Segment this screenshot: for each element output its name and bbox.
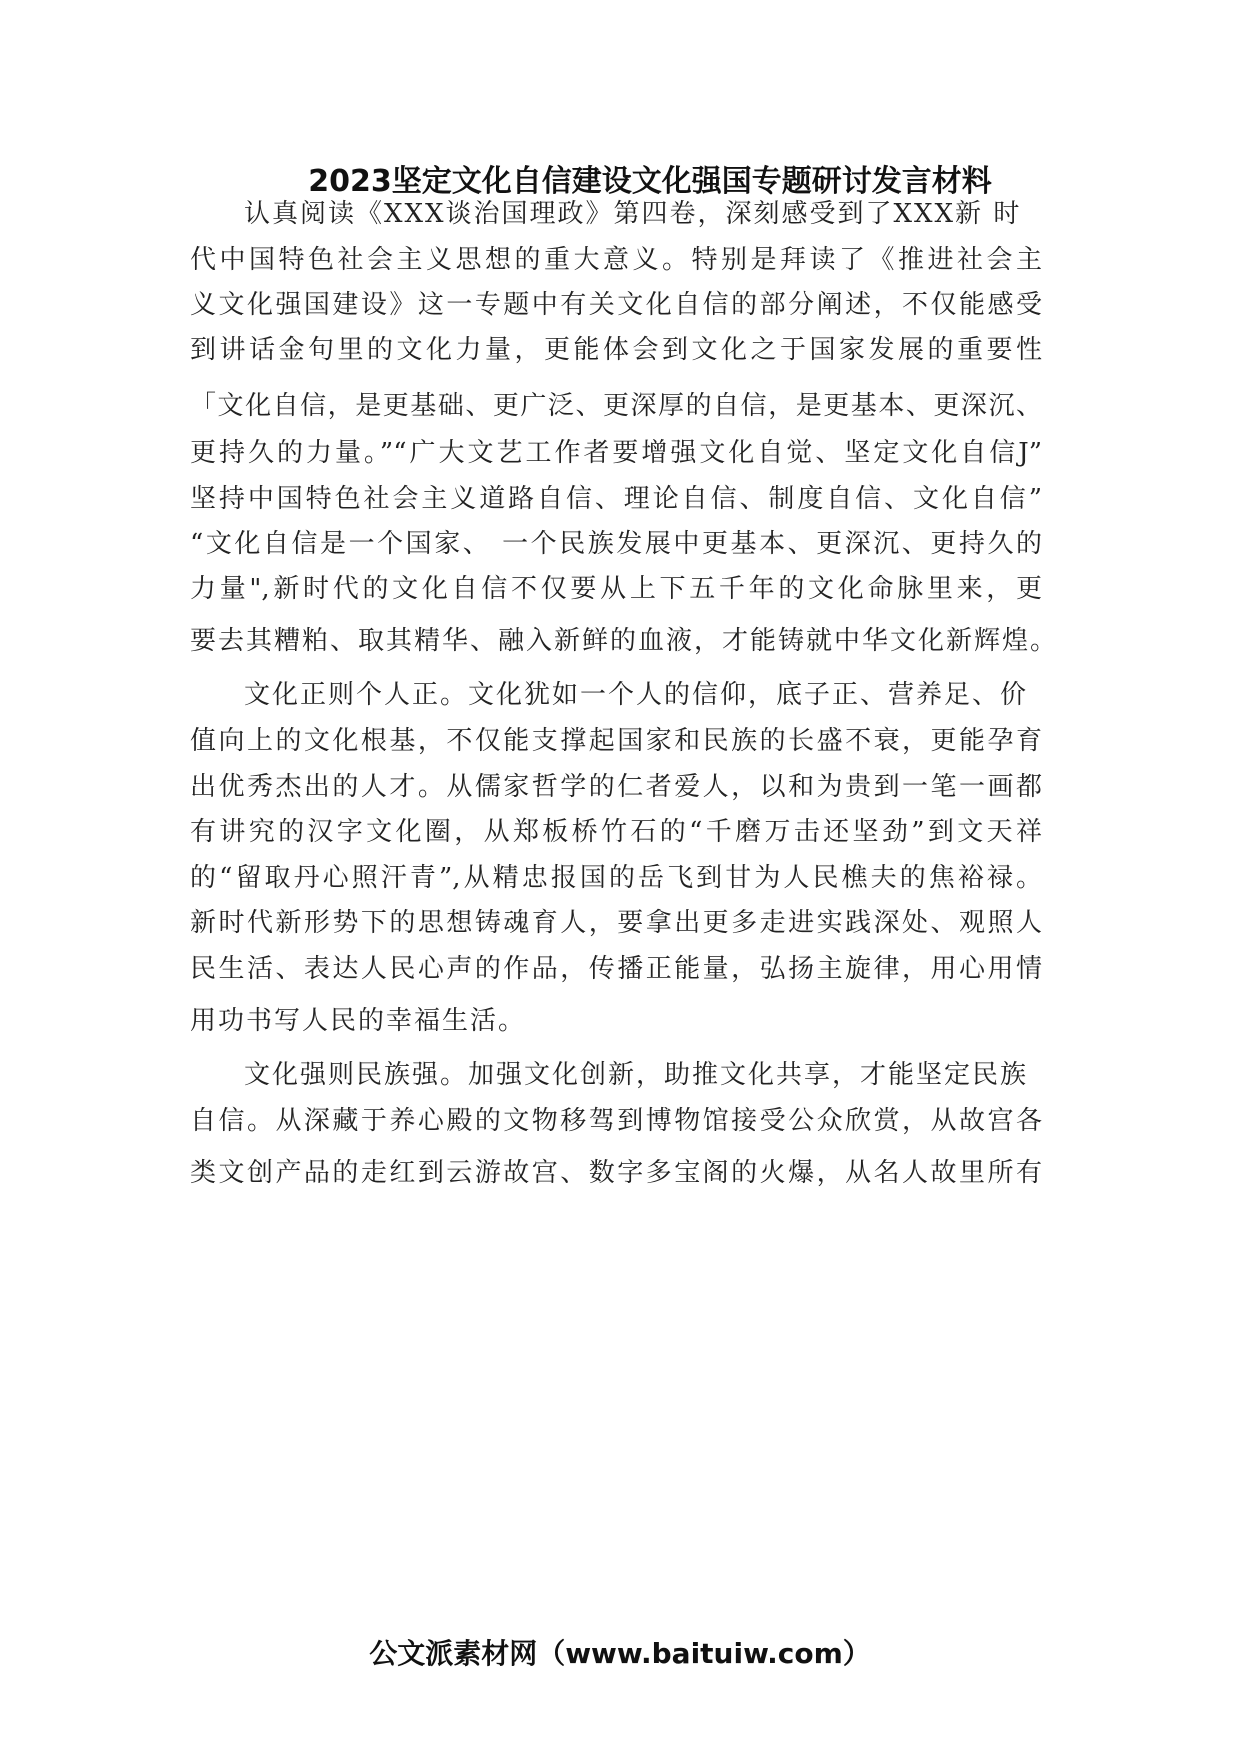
paragraph-line: 自信。从深藏于养心殿的文物移驾到博物馆接受公众欣赏，从故宫各: [190, 1106, 1042, 1136]
paragraph-line: 「文化自信，是更基础、更广泛、更深厚的自信，是更基本、更深沉、: [190, 391, 1042, 421]
document-title: 2023坚定文化自信建设文化强国专题研讨发言材料: [308, 164, 992, 199]
paragraph-line: 出优秀杰出的人才。从儒家哲学的仁者爱人，以和为贵到一笔一画都: [190, 772, 1042, 802]
paragraph-line: 新时代新形势下的思想铸魂育人，要拿出更多走进实践深处、观照人: [190, 908, 1042, 938]
paragraph-line: 的“留取丹心照汗青”,从精忠报国的岳飞到甘为人民樵夫的焦裕禄。: [190, 863, 1042, 893]
paragraph-line: 民生活、表达人民心声的作品，传播正能量，弘扬主旋律，用心用情: [190, 954, 1042, 984]
paragraph-line: 义文化强国建设》这一专题中有关文化自信的部分阐述，不仅能感受: [190, 290, 1042, 320]
paragraph-line: 文化强则民族强。加强文化创新，助推文化共享，才能坚定民族: [244, 1060, 1029, 1090]
paragraph-line: “文化自信是一个国家、 一个民族发展中更基本、更深沉、更持久的: [190, 529, 1042, 559]
paragraph-line: 文化正则个人正。文化犹如一个人的信仰，底子正、营养足、价: [244, 680, 1029, 710]
paragraph-line: 用功书写人民的幸福生活。: [190, 1006, 527, 1036]
paragraph-line: 要去其糟粕、取其精华、融入新鲜的血液，才能铸就中华文化新辉煌。: [190, 626, 1059, 656]
paragraph-line: 坚持中国特色社会主义道路自信、理论自信、制度自信、文化自信”: [190, 484, 1042, 514]
paragraph-line: 认真阅读《XXX谈治国理政》第四卷，深刻感受到了XXX新 时: [244, 199, 1022, 229]
paragraph-line: 更持久的力量。”“广大文艺工作者要增强文化自觉、坚定文化自信J”: [190, 438, 1042, 468]
paragraph-line: 代中国特色社会主义思想的重大意义。特别是拜读了《推进社会主: [190, 245, 1042, 275]
footer-source: 公文派素材网（www.baituiw.com）: [369, 1637, 871, 1670]
paragraph-line: 到讲话金句里的文化力量，更能体会到文化之于国家发展的重要性: [190, 335, 1042, 365]
paragraph-line: 有讲究的汉字文化圈，从郑板桥竹石的“千磨万击还坚劲”到文天祥: [190, 817, 1042, 847]
paragraph-line: 类文创产品的走红到云游故宫、数字多宝阁的火爆，从名人故里所有: [190, 1158, 1042, 1188]
paragraph-line: 力量",新时代的文化自信不仅要从上下五千年的文化命脉里来，更: [190, 574, 1042, 604]
paragraph-line: 值向上的文化根基，不仅能支撑起国家和民族的长盛不衰，更能孕育: [190, 726, 1042, 756]
